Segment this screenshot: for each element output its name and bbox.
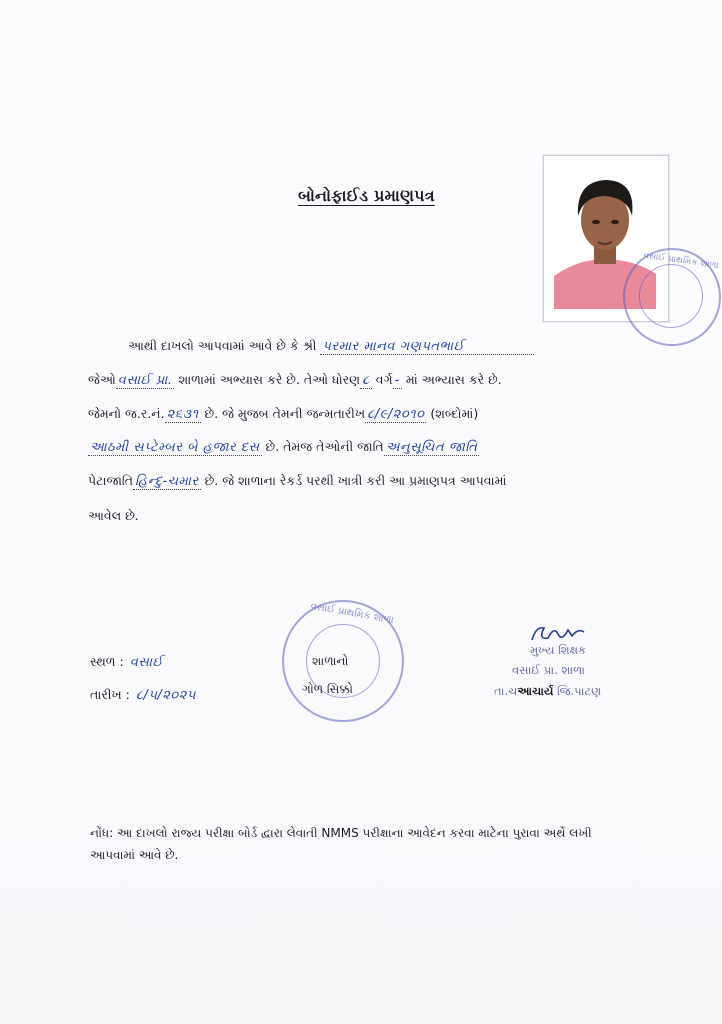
photo-seal-text: વસાઈ પ્રાથમિક શાળા xyxy=(642,250,720,272)
birth-date-words-value: આઠમી સપ્ટેમ્બર બે હજાર દસ xyxy=(90,440,260,455)
note-line-1: નોંધ: આ દાખલો રાજ્ય પરીક્ષા બોર્ડ દ્વારા લેવાતી NMMS પરીક્ષાના આવેદન કરવા માટેના પુરાવા અર્થે લખી xyxy=(90,826,592,840)
date-value: ૮/૫/૨૦૨૫ xyxy=(135,688,196,703)
photo-seal-stamp xyxy=(623,248,721,346)
caste-value: અનુસૂચિત જાતિ xyxy=(385,440,478,455)
place-row xyxy=(90,654,165,670)
body-line-2: જેઓ વસાઈ પ્રા. શાળામાં અભ્યાસ કરે છે. તેઓ ધોરણ ૮ વર્ગ - માં અભ્યાસ કરે છે. xyxy=(88,372,502,388)
body-line-6: આવેલ છે. xyxy=(88,508,139,523)
date-row xyxy=(90,687,198,703)
body-line-5: પેટાજાતિ હિન્દુ-ચમાર છે. જે શાળાના રેકર્ડ પરથી ખાત્રી કરી આ પ્રમાણપત્ર આપવામાં xyxy=(88,473,507,489)
signature-line-3: તા.ચઆચાર્ય જિ.પાટણ xyxy=(494,684,602,698)
seal-label-2: ગોળ સિક્કો xyxy=(302,682,353,696)
birth-date-value: ૮/૯/૨૦૧૦ xyxy=(367,407,425,422)
subcaste-value: હિન્દુ-ચમાર xyxy=(135,474,199,489)
school-name-value: વસાઈ પ્રા. xyxy=(117,373,173,388)
body-line-1: આથી દાખલો આપવામાં આવે છે કે શ્રી પરમાર માનવ ગણપતભાઈ xyxy=(128,338,534,354)
signature-line-2: વસાઈ પ્રા. શાળા xyxy=(512,663,585,677)
seal-label-1: શાળાનો xyxy=(312,654,349,668)
school-seal-ring-text: વસાઈ પ્રાથમિક શાળા xyxy=(309,600,395,627)
gr-number-value: ૨૬૩૧ xyxy=(166,407,199,422)
standard-value: ૮ xyxy=(362,373,370,388)
place-label: સ્થળ : xyxy=(90,654,124,669)
place-value: વસાઈ xyxy=(129,655,164,670)
body-line-4: આઠમી સપ્ટેમ્બર બે હજાર દસ છે. તેમજ તેઓની જાતિ અનુસૂચિત જાતિ xyxy=(90,439,478,455)
note-line-2: આપવામાં આવે છે. xyxy=(90,848,179,862)
division-value: - xyxy=(394,373,400,388)
certificate-title: બોનોફાઈડ પ્રમાણપત્ર xyxy=(298,186,435,205)
student-name-value: પરમાર માનવ ગણપતભાઈ xyxy=(320,339,534,355)
body-line-3: જેમનો જ.ર.નં. ૨૬૩૧ છે. જે મુજબ તેમની જન્મતારીખ ૮/૯/૨૦૧૦ (શબ્દોમાં) xyxy=(88,406,479,422)
signature-line-1: મુખ્ય શિક્ષક xyxy=(530,643,587,657)
date-label: તારીખ : xyxy=(90,687,130,702)
